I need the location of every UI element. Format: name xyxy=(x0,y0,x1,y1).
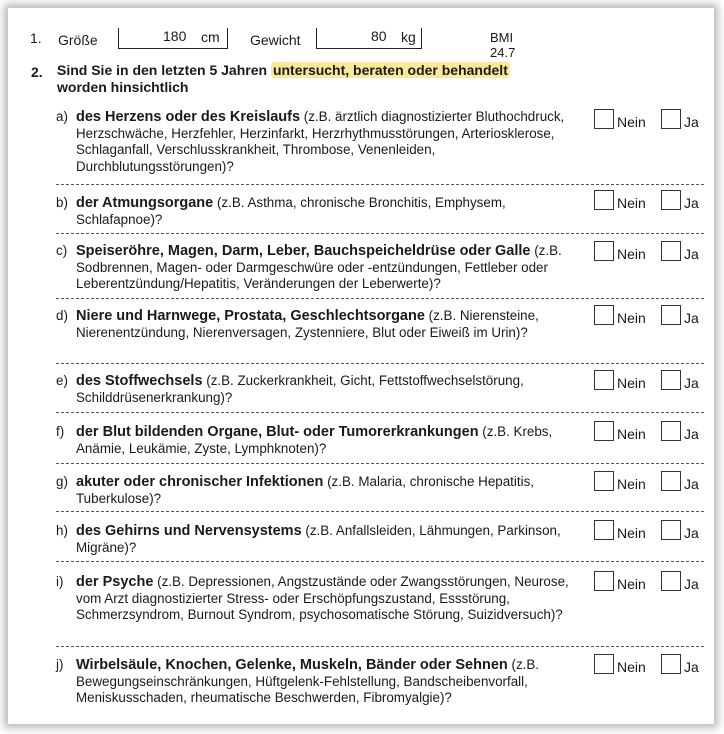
checkbox-yes-j[interactable] xyxy=(661,654,681,674)
item-topic: Speiseröhre, Magen, Darm, Leber, Bauchspeicheldrüse oder Galle xyxy=(76,243,531,259)
item-text xyxy=(76,523,581,556)
item-topic: des Gehirns und Nervensystems xyxy=(76,523,302,539)
item-examples: (z.B. Depressionen, Angstzustände oder Zwangsstörungen, Neurose, vom Arzt diagnostizierter Stress- oder Erschöpfungszustand, Essstörung, Schmerzsyndrom, Burnout Syndrom, psychosomatische Störung, Suizidversuch)? xyxy=(76,574,569,622)
answer-options-c xyxy=(594,241,704,263)
label-yes: Ja xyxy=(684,310,699,326)
divider xyxy=(56,184,704,185)
divider xyxy=(56,233,704,234)
item-text xyxy=(76,574,581,624)
height-label: Größe xyxy=(58,32,98,48)
weight-value: 80 xyxy=(371,28,387,44)
answer-options-i xyxy=(594,571,704,593)
divider xyxy=(56,363,704,364)
item-letter: h) xyxy=(56,523,68,538)
question-number-1: 1. xyxy=(30,30,42,46)
answer-options-e xyxy=(594,370,704,392)
item-examples: (z.B. Asthma, chronische Bronchitis, Emphysem, Schlafapnoe)? xyxy=(76,195,506,227)
item-letter: f) xyxy=(56,424,65,439)
question-number-2: 2. xyxy=(31,64,43,80)
label-no: Nein xyxy=(617,525,646,541)
checkbox-yes-b[interactable] xyxy=(661,190,681,210)
label-yes: Ja xyxy=(684,195,699,211)
item-topic: des Stoffwechsels xyxy=(76,373,203,389)
item-letter: e) xyxy=(56,373,68,388)
label-yes: Ja xyxy=(684,525,699,541)
question-2-tail: worden hinsichtlich xyxy=(57,79,189,95)
checkbox-no-e[interactable] xyxy=(594,370,614,390)
bmi-value: BMI 24.7 xyxy=(490,30,516,60)
question-2-text xyxy=(57,62,617,96)
answer-options-d xyxy=(594,305,704,327)
label-no: Nein xyxy=(617,659,646,675)
form-page xyxy=(14,14,710,720)
checkbox-yes-a[interactable] xyxy=(661,109,681,129)
weight-unit: kg xyxy=(401,29,416,45)
question-2-lead: Sind Sie in den letzten 5 Jahren xyxy=(57,62,271,78)
checkbox-no-c[interactable] xyxy=(594,241,614,261)
label-no: Nein xyxy=(617,114,646,130)
item-letter: i) xyxy=(56,574,64,589)
divider xyxy=(56,298,704,299)
answer-options-j xyxy=(594,654,704,676)
label-no: Nein xyxy=(617,476,646,492)
item-examples: (z.B. Krebs, Anämie, Leukämie, Zyste, Lymphknoten)? xyxy=(76,424,553,456)
item-examples: (z.B. ärztlich diagnostizierter Bluthochdruck, Herzschwäche, Herzfehler, Herzinfarkt, Herzrhythmusstörungen, Arteriosklerose, Schlaganfall, Verschlusskrankheit, Thrombose, Venenleiden, Durchblutungsstörungen)? xyxy=(76,109,565,174)
answer-options-a xyxy=(594,109,704,131)
item-text xyxy=(76,657,581,707)
label-yes: Ja xyxy=(684,375,699,391)
item-topic: des Herzens oder des Kreislaufs xyxy=(76,109,301,125)
divider xyxy=(56,463,704,464)
checkbox-yes-i[interactable] xyxy=(661,571,681,591)
item-topic: Wirbelsäule, Knochen, Gelenke, Muskeln, Bänder oder Sehnen xyxy=(76,657,508,673)
label-no: Nein xyxy=(617,375,646,391)
label-no: Nein xyxy=(617,310,646,326)
item-topic: der Atmungsorgane xyxy=(76,195,214,211)
item-examples: (z.B. Malaria, chronische Hepatitis, Tuberkulose)? xyxy=(76,474,534,506)
item-examples: (z.B. Sodbrennen, Magen- oder Darmgeschwüre oder -entzündungen, Fettleber oder Leberentzündung/Hepatitis, Veränderungen der Leberwerte)? xyxy=(76,243,562,291)
weight-field[interactable] xyxy=(316,28,422,49)
item-topic: Niere und Harnwege, Prostata, Geschlechtsorgane xyxy=(76,308,425,324)
item-examples: (z.B. Bewegungseinschränkungen, Hüftgelenk-Fehlstellung, Bandscheibenvorfall, Meniskusschaden, rheumatische Beschwerden, Fibromyalgie)? xyxy=(76,657,540,705)
item-text xyxy=(76,243,581,293)
item-examples: (z.B. Nierensteine, Nierenentzündung, Nierenversagen, Zystenniere, Blut oder Eiweiß im Urin)? xyxy=(76,308,539,340)
checkbox-yes-d[interactable] xyxy=(661,305,681,325)
item-letter: b) xyxy=(56,195,68,210)
answer-options-h xyxy=(594,520,704,542)
checkbox-yes-h[interactable] xyxy=(661,520,681,540)
label-no: Nein xyxy=(617,195,646,211)
weight-label: Gewicht xyxy=(250,32,301,48)
checkbox-no-b[interactable] xyxy=(594,190,614,210)
label-yes: Ja xyxy=(684,426,699,442)
checkbox-no-h[interactable] xyxy=(594,520,614,540)
divider xyxy=(56,561,704,562)
item-examples: (z.B. Zuckerkrankheit, Gicht, Fettstoffwechselstörung, Schilddrüsenerkrankung)? xyxy=(76,373,524,405)
label-yes: Ja xyxy=(684,659,699,675)
item-text xyxy=(76,474,581,507)
item-text xyxy=(76,109,581,175)
height-unit: cm xyxy=(201,29,220,45)
checkbox-no-j[interactable] xyxy=(594,654,614,674)
item-letter: a) xyxy=(56,109,68,124)
label-no: Nein xyxy=(617,576,646,592)
label-yes: Ja xyxy=(684,114,699,130)
answer-options-f xyxy=(594,421,704,443)
answer-options-b xyxy=(594,190,704,212)
divider xyxy=(56,412,704,413)
label-yes: Ja xyxy=(684,246,699,262)
answer-options-g xyxy=(594,471,704,493)
divider xyxy=(56,511,704,512)
checkbox-yes-e[interactable] xyxy=(661,370,681,390)
label-no: Nein xyxy=(617,246,646,262)
checkbox-yes-g[interactable] xyxy=(661,471,681,491)
divider xyxy=(56,646,704,647)
item-text xyxy=(76,373,581,406)
label-yes: Ja xyxy=(684,576,699,592)
checkbox-no-i[interactable] xyxy=(594,571,614,591)
item-topic: der Psyche xyxy=(76,574,154,590)
item-examples: (z.B. Anfallsleiden, Lähmungen, Parkinson, Migräne)? xyxy=(76,523,561,555)
checkbox-no-f[interactable] xyxy=(594,421,614,441)
item-letter: c) xyxy=(56,243,68,258)
checkbox-no-g[interactable] xyxy=(594,471,614,491)
label-yes: Ja xyxy=(684,476,699,492)
item-text xyxy=(76,308,581,341)
label-no: Nein xyxy=(617,426,646,442)
item-text xyxy=(76,195,581,228)
item-letter: j) xyxy=(56,657,64,672)
height-value: 180 xyxy=(163,28,187,44)
question-2-highlight: untersucht, beraten oder behandelt xyxy=(272,62,508,78)
item-topic: akuter oder chronischer Infektionen xyxy=(76,474,324,490)
item-topic: der Blut bildenden Organe, Blut- oder Tumorerkrankungen xyxy=(76,424,479,440)
checkbox-no-d[interactable] xyxy=(594,305,614,325)
item-letter: g) xyxy=(56,474,68,489)
checkbox-yes-c[interactable] xyxy=(661,241,681,261)
height-field[interactable] xyxy=(118,28,228,49)
checkbox-no-a[interactable] xyxy=(594,109,614,129)
item-letter: d) xyxy=(56,308,68,323)
item-text xyxy=(76,424,581,457)
checkbox-yes-f[interactable] xyxy=(661,421,681,441)
